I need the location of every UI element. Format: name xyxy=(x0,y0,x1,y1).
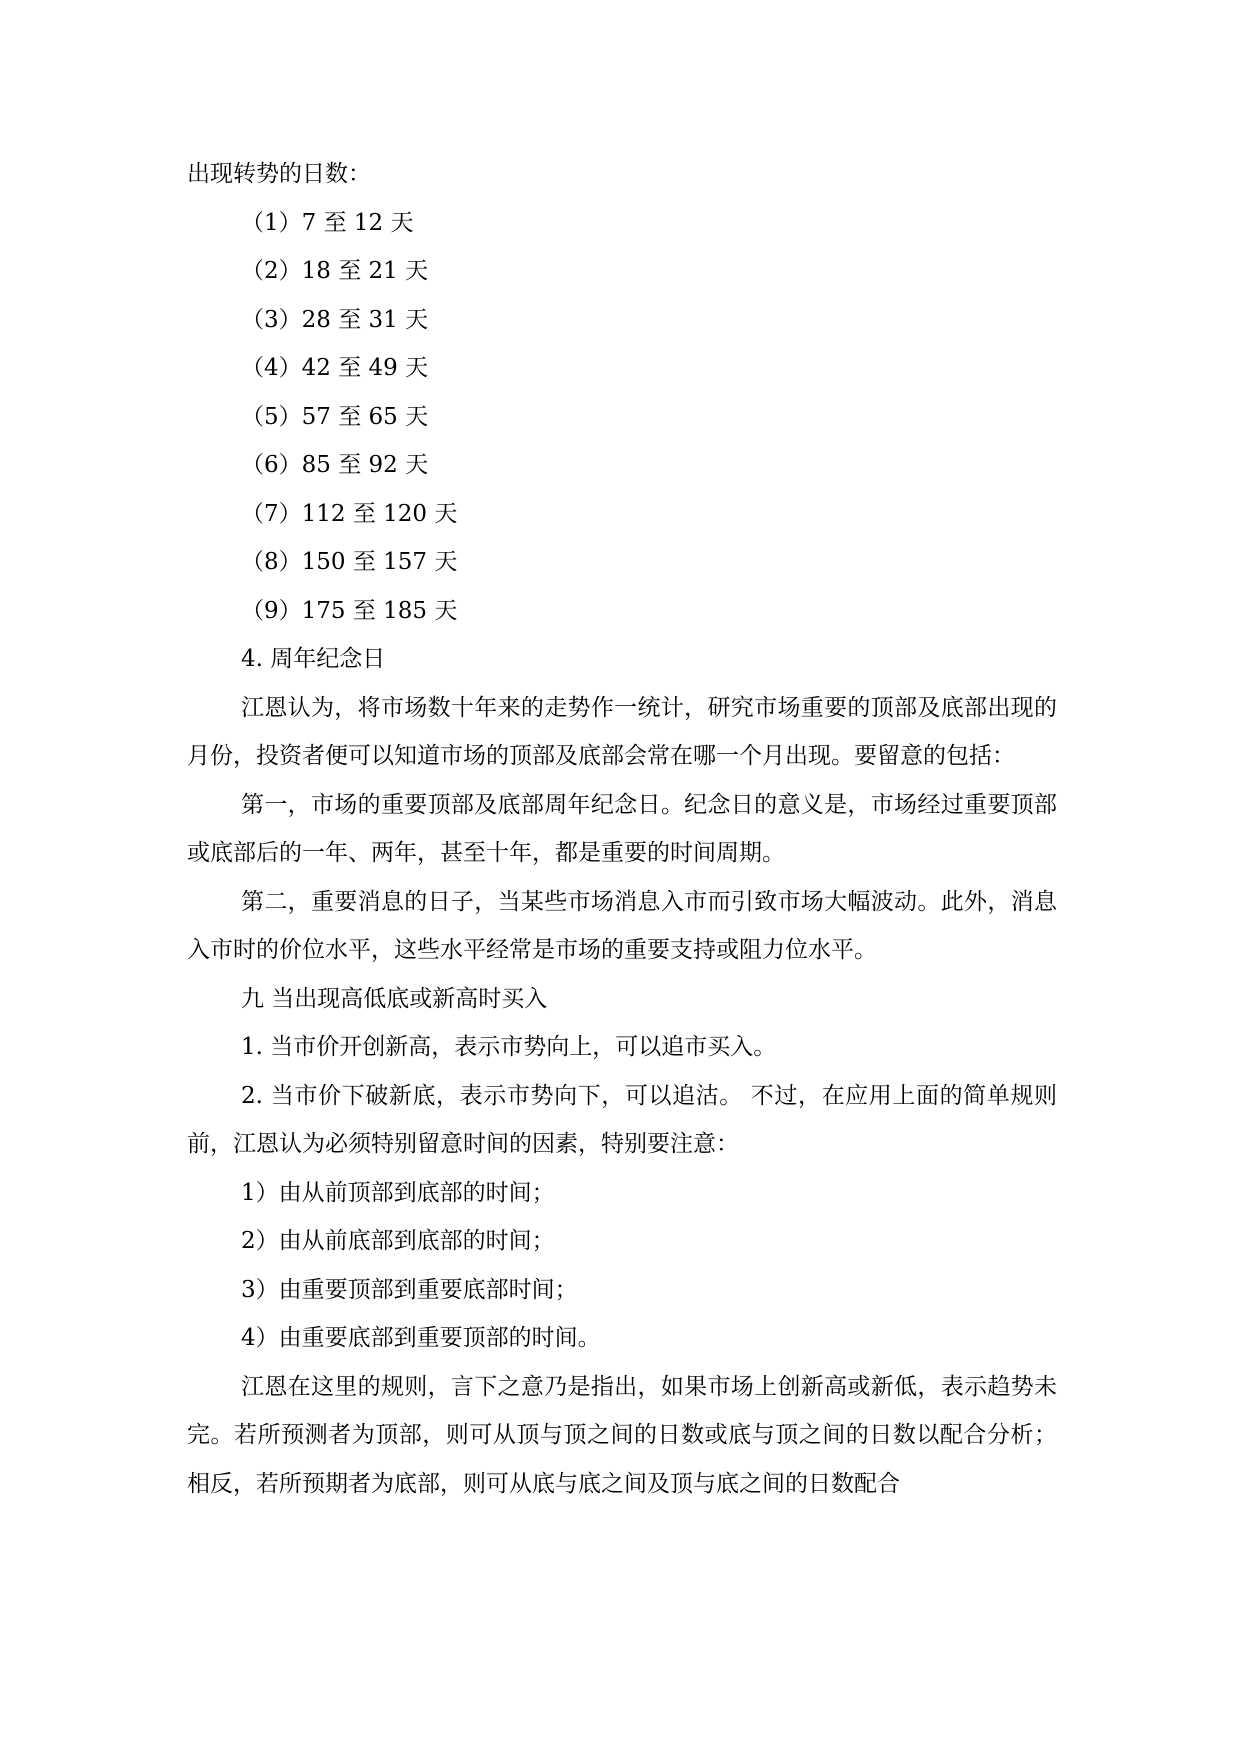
time-factor-item: 3）由重要顶部到重要底部时间； xyxy=(241,1276,578,1303)
document-body xyxy=(187,150,1057,1508)
day-range-item: （2）18 至 21 天 xyxy=(241,258,429,284)
day-range-item: （9）175 至 185 天 xyxy=(241,597,458,624)
section-heading-anniversary: 4. 周年纪念日 xyxy=(241,646,386,672)
day-range-item: （6）85 至 92 天 xyxy=(241,452,429,478)
intro-line: 出现转势的日数： xyxy=(187,161,371,187)
time-factor-item: 2）由从前底部到底部的时间； xyxy=(241,1228,555,1254)
day-range-item: （3）28 至 31 天 xyxy=(241,306,429,333)
rule-new-high: 1. 当市价开创新高，表示市势向上，可以追市买入。 xyxy=(241,1034,777,1060)
time-factor-item: 4）由重要底部到重要顶部的时间。 xyxy=(241,1325,601,1351)
day-range-item: （5）57 至 65 天 xyxy=(241,403,429,430)
day-range-item: （8）150 至 157 天 xyxy=(241,549,458,575)
day-range-item: （4）42 至 49 天 xyxy=(241,355,429,381)
paragraph-closing: 江恩在这里的规则，言下之意乃是指出，如果市场上创新高或新低，表示趋势未完。若所预测者为顶部，则可从顶与顶之间的日数或底与顶之间的日数以配合分析；相反，若所预期者为底部，则可从底与底之间及顶与底之间的日数配合 xyxy=(187,1373,1057,1497)
rule-new-low: 2. 当市价下破新底，表示市势向下，可以追沽。 不过，在应用上面的简单规则前，江恩认为必须特别留意时间的因素，特别要注意： xyxy=(187,1082,1057,1157)
section-heading-new-high-low: 九 当出现高低底或新高时买入 xyxy=(241,985,548,1012)
paragraph-gann-statistics: 江恩认为，将市场数十年来的走势作一统计，研究市场重要的顶部及底部出现的月份，投资者便可以知道市场的顶部及底部会常在哪一个月出现。要留意的包括： xyxy=(187,694,1057,769)
time-factor-list xyxy=(187,1169,1057,1363)
day-range-list xyxy=(187,199,1057,636)
day-range-item: （7）112 至 120 天 xyxy=(241,500,458,527)
paragraph-second-point: 第二，重要消息的日子，当某些市场消息入市而引致市场大幅波动。此外，消息入市时的价位水平，这些水平经常是市场的重要支持或阻力位水平。 xyxy=(187,888,1057,963)
time-factor-item: 1）由从前顶部到底部的时间； xyxy=(241,1179,555,1206)
day-range-item: （1）7 至 12 天 xyxy=(241,209,414,236)
paragraph-first-point: 第一，市场的重要顶部及底部周年纪念日。纪念日的意义是，市场经过重要顶部或底部后的一年、两年，甚至十年，都是重要的时间周期。 xyxy=(187,791,1057,866)
